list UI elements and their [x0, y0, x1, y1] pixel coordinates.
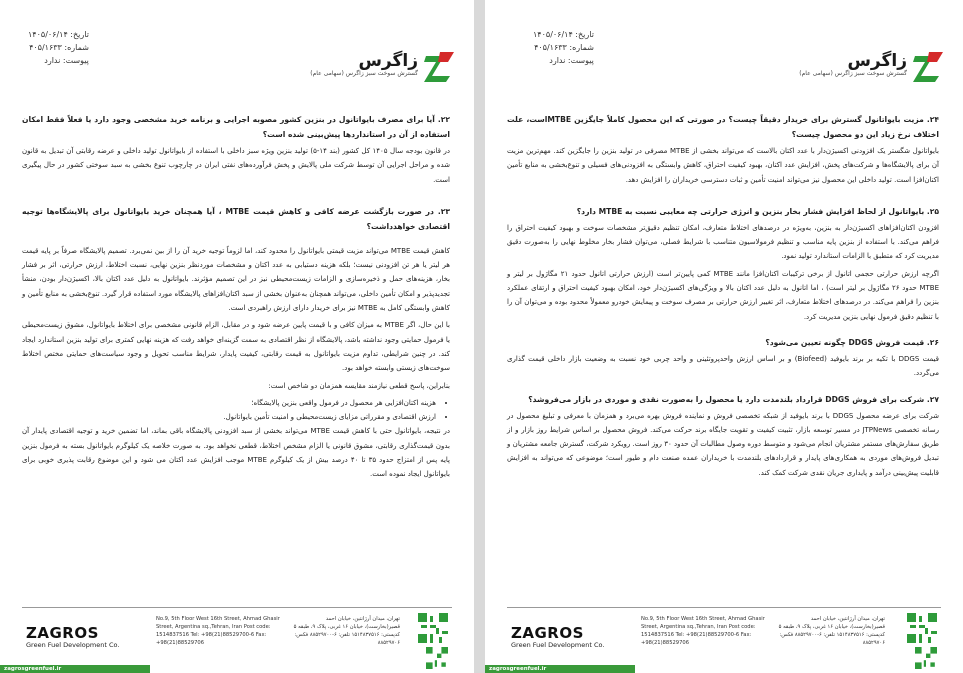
qr-code-icon	[426, 647, 448, 669]
answer-paragraph: کاهش قیمت MTBE می‌تواند مزیت قیمتی بایواتانول را محدود کند، اما لزوماً توجیه خرید آن را از بین نمی‌برد. تصمیم پالایشگاه صرفاً بر پایه قیمت هر لیتر یا هر تن افزودنی نیست؛ بلکه هزینه دستیابی به عدد اکتان و مشخصات موردنظر بنزین نهایی، نسبت اختلاط، ارزش حرارتی، اثر بر فشار بخار، هزینه‌های حمل و ذخیره‌سازی و الزامات زیست‌محیطی نیز در این تصمیم مؤثرند. بایواتانول به دلیل عدد اکتان بالا، اکسیژن‌دار بودن، منشأ تجدیدپذیر و امکان تأمین داخلی، می‌تواند همچنان به‌عنوان بخشی از سبد اکتان‌افزاهای پالایشگاه مورد استفاده قرار گیرد. تنوع‌بخشی به منابع تأمین و کاهش وابستگی کامل به MTBE نیز برای خریدار دارای ارزش راهبردی است.	[22, 246, 450, 313]
answer-paragraph: در قانون بودجه سال ۱۴۰۵ کل کشور (بند ۱۴-۵) تولید بنزین ویژه سبز داخلی با استفاده از بایواتانول تولید داخلی و عرضه رقابتی آن تبدیل به قانون شده و مراحل اجرایی آن توسط شرکت ملی پالایش و پخش فرآورده‌های نفتی ایران در چارچوب تنوع بخشی به سبد سوختی کشور در حال پیگیری است.	[22, 147, 450, 184]
letter-attachment: پیوست: ندارد	[549, 56, 594, 65]
logo-name: زاگرس	[847, 51, 907, 71]
bullet-list	[22, 396, 450, 425]
footer-url[interactable]: zagrosgreenfuel.ir	[489, 666, 547, 672]
footer-url-bar	[485, 665, 635, 673]
question-heading: ۲۵. بایواتانول از لحاظ افزایش فشار بخار بنزین و انرژی حرارتی چه معایبی نسبت به MTBE دارد؟	[576, 206, 939, 216]
document-page-left	[0, 0, 474, 673]
letter-body	[507, 112, 939, 483]
letter-footer	[485, 607, 963, 673]
footer-url-bar	[0, 665, 150, 673]
answer-paragraph: اگرچه ارزش حرارتی حجمی اتانول از برخی ترکیبات اکتان‌افزا مانند MTBE کمی پایین‌تر است (ارزش حرارتی اتانول حدود ۲۱ مگاژول بر لیتر و MTBE حدود ۲۶ مگاژول بر لیتر است) ، اما اتانول به دلیل عدد اکتان بالا و ویژگی‌های اکسیژن‌دار خود، امکان بهبود کیفیت احتراق و ارتقای عملکرد بنزین را فراهم می‌کند. در درصدهای اختلاط متعارف، اثر تغییر ارزش حرارتی بر مصرف سوخت و پیمایش خودرو معمولاً محدود بوده و می‌توان آن را با تنظیم دقیق فرمول نهایی بنزین مدیریت کرد.	[507, 269, 939, 321]
answer-paragraph: بایواتانول شگستر یک افزودنی اکسیژن‌دار با عدد اکتان بالاست که می‌تواند بخشی از MTBE مصرفی در تولید بنزین را جایگزین کند. مهم‌ترین مزیت آن برای پالایشگاه‌ها و شرکت‌های پخش، افزایش عدد اکتان، بهبود کیفیت احتراق، کاهش وابستگی به افزودنی‌های فسیلی و تنوع‌بخشی به منابع تأمین اکتان‌افزا است. تولید داخلی این محصول نیز می‌تواند امنیت تأمین و ثبات دسترسی خریداران را افزایش دهد.	[507, 147, 939, 184]
answer-paragraph: با این حال، اگر MTBE به میزان کافی و با قیمت پایین عرضه شود و در مقابل، الزام قانونی مشخصی برای اختلاط بایواتانول، مشوق زیست‌محیطی یا فرمول حمایتی وجود نداشته باشد، پالایشگاه از نظر اقتصادی به سمت گزینه‌ای خواهد رفت که هزینه نهایی کمتری برای تولید بنزین استاندارد ایجاد کند. در چنین شرایطی، تداوم مزیت بایواتانول به قیمت رقابتی، کیفیت پایدار، شرایط مناسب تحویل و وجود سیاست‌های حمایتی مختص اختلاط سوخت‌های زیستی وابسته خواهد بود.	[22, 321, 450, 373]
letter-body	[22, 112, 450, 485]
answer-paragraph: در نتیجه، بایواتانول حتی با کاهش قیمت MTBE می‌تواند بخشی از سبد افزودنی پالایشگاه باقی بماند، اما تضمین خرید و توجیه اقتصادی پایدار آن بدون قیمت‌گذاری رقابتی، مشوق قانونی یا الزام مشخص اختلاط، قطعی نخواهد بود. به صورت خلاصه یک کیلوگرم بایواتانول بسته به فرمول بنزین پایه پس از امتزاج حدود ۳۵ تا ۴۰ درصد بیش از یک کیلوگرم MTBE موجب افزایش عدد اکتان می شود و این موضوع رقابت پذیری خوبی برای بایواتانول ایجاد نموده است.	[22, 427, 450, 479]
list-item: • هزینه اکتان‌افزایی هر محصول در فرمول واقعی بنزین پالایشگاه؛	[22, 396, 436, 410]
letter-number: شماره: ۴۰۵/۱۶۳۳	[29, 43, 89, 52]
footer-brand-subtitle: Green Fuel Development Co.	[511, 641, 605, 649]
letter-footer	[0, 607, 474, 673]
letter-attachment: پیوست: ندارد	[44, 56, 89, 65]
zagros-logo-icon	[422, 50, 456, 84]
answer-paragraph: قیمت DDGS با تکیه بر برند بایوفید (Biofeed) و بر اساس ارزش واحدپروتئینی و واحد چربی خود نسبت به وضعیت بازار داخلی قیمت گذاری می‌گردد.	[507, 354, 939, 378]
qr-code-icon	[907, 613, 937, 643]
footer-brand-subtitle: Green Fuel Development Co.	[26, 641, 120, 649]
footer-address-fa: تهران، میدان آرژانتین، خیابان احمد قصیر(بخارست)، خیابان ۱۶ غربی، پلاک ۹، طبقه ۵ کدپستی: ۱۵۱۴۸۳۷۵۱۶ تلفن: ۶-۸۸۵۲۹۷۰۰ فکس: ۸۸۵۲۹۷۰۶	[778, 616, 885, 646]
footer-url[interactable]: zagrosgreenfuel.ir	[4, 666, 62, 672]
letter-date: تاریخ: ۱۴۰۵/۰۶/۱۴	[533, 30, 594, 39]
footer-address-en: No.9, 5th Floor West 16th Street, Ahmad Ghasir Street, Argentina sq.,Tehran, Iran Post code: 1514837516 Tel: +98(21)88529700-6 Fax: +98(21)88529706	[156, 616, 280, 646]
document-page-right	[485, 0, 963, 673]
letter-meta	[28, 28, 89, 67]
logo-subtitle: گسترش سوخت سبز زاگرس (سهامی عام)	[310, 70, 418, 77]
qr-code-icon	[915, 647, 937, 669]
letter-meta	[533, 28, 594, 67]
footer-brand	[511, 625, 604, 650]
question-heading: ۲۳. در صورت بازگشت عرضه کافی و کاهش قیمت MTBE ، آیا همچنان خرید بایواتانول برای پالایشگاه‌ها توجیه اقتصادی خواهدداشت؟	[22, 206, 450, 231]
footer-address-en: No.9, 5th Floor West 16th Street, Ahmad Ghasir Street, Argentina sq.,Tehran, Iran Post code: 1514837516 Tel: +98(21)88529700-6 Fax: +98(21)88529706	[641, 616, 765, 646]
question-heading: ۲۷. شرکت برای فروش DDGS قرارداد بلندمدت دارد یا محصول را به‌صورت نقدی و موردی در بازار می‌فروشد؟	[528, 394, 939, 404]
zagros-logo-icon	[911, 50, 945, 84]
footer-brand-name: ZAGROS	[511, 624, 584, 642]
list-item: • ارزش اقتصادی و مقرراتی مزایای زیست‌محیطی و امنیت تأمین بایواتانول.	[22, 410, 436, 424]
question-heading: ۲۲. آیا برای مصرف بایواتانول در بنزین کشور مصوبه اجرایی و برنامه خرید مشخصی وجود دارد یا فعلاً فقط امکان استفاده از آن در استانداردها پیش‌بینی شده است؟	[22, 115, 450, 139]
question-heading: ۲۴. مزیت بایواتانول گسترش برای خریدار دقیقاً چیست؟ در صورتی که این محصول کاملاً جایگزین MTBEاست، علت اختلاف نرخ زیاد این دو محصول چیست؟	[507, 115, 939, 139]
footer-brand	[26, 625, 119, 650]
letter-number: شماره: ۴۰۵/۱۶۳۳	[534, 43, 594, 52]
page-separator	[474, 0, 485, 673]
question-heading: ۲۶. قیمت فروش DDGS چگونه تعیین می‌شود؟	[765, 337, 939, 347]
letter-date: تاریخ: ۱۴۰۵/۰۶/۱۴	[28, 30, 89, 39]
answer-paragraph: افزودن اکتان‌افزاهای اکسیژن‌دار به بنزین، به‌ویژه در درصدهای اختلاط متعارف، امکان تنظیم دقیق‌تر مشخصات سوخت و بهبود کیفیت احتراق را فراهم می‌کند. با استفاده از بنزین پایه مناسب و تنظیم فرمولاسیون متناسب با شرایط فصلی، می‌توان فشار بخار مخلوط نهایی را به‌صورت دقیق مدیریت کرد که متطبق با الزامات استاندارد تولید نمود.	[507, 223, 939, 261]
logo-subtitle: گسترش سوخت سبز زاگرس (سهامی عام)	[799, 70, 907, 77]
footer-address-fa: تهران، میدان آرژانتین، خیابان احمد قصیر(بخارست)، خیابان ۱۶ غربی، پلاک ۹، طبقه ۵ کدپستی: ۱۵۱۴۸۳۷۵۱۶ تلفن: ۶-۸۸۵۲۹۷۰۰ فکس: ۸۸۵۲۹۷۰۶	[293, 616, 400, 646]
footer-brand-name: ZAGROS	[26, 624, 99, 642]
answer-paragraph: شرکت برای عرضه محصول DDGS با برند بایوفید از شبکه تخصصی فروش و نماینده فروش بهره می‌برد و همزمان با معرفی و تبلیغ محصول در رسانه تخصصی JTPNews در مسیر توسعه بازار، تثبیت کیفیت و تقویت جایگاه برند حرکت می‌کند. فروش محصول بر اساس شرایط روز بازار و از طریق سفارش‌های مستمر مشتریان انجام می‌شود و متوسط دوره وصول مطالبات آن حدود ۳۰ روز است. رویکرد شرکت، گسترش جامعه مشتریان و تبدیل فروش‌های موردی به همکاری‌های پایدار و قراردادهای بلندمدت با خریداران عمده صنعت دام و طیور است؛ موضوعی که می‌تواند به افزایش قابلیت پیش‌بینی درآمد و پایداری جریان نقدی شرکت کمک کند.	[507, 411, 939, 477]
qr-code-icon	[418, 613, 448, 643]
answer-paragraph: بنابراین، پاسخ قطعی نیازمند مقایسه همزمان دو شاخص است:	[268, 381, 450, 390]
logo-name: زاگرس	[358, 51, 418, 71]
